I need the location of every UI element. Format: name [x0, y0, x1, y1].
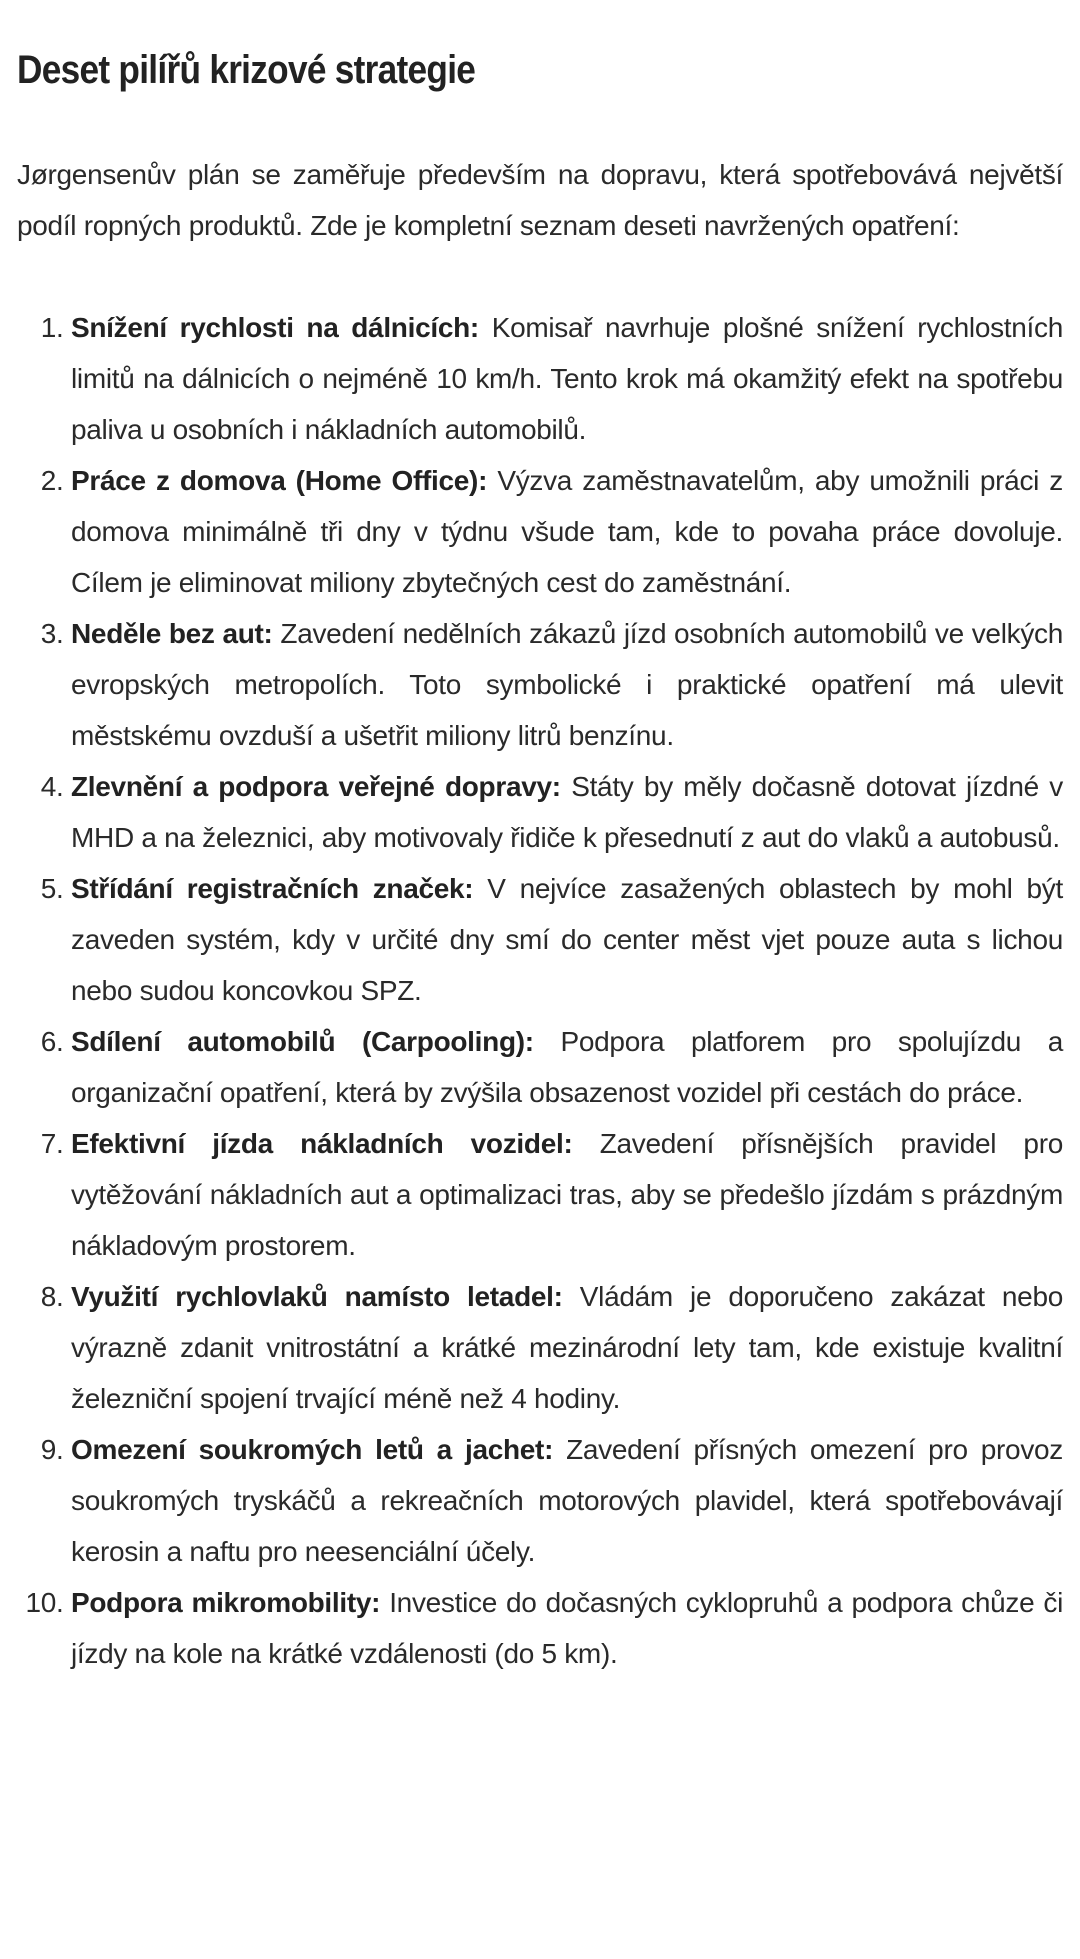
item-heading: Střídání registračních značek:: [71, 873, 474, 904]
list-item: [71, 863, 1063, 1016]
item-text: Zavedení nedělních zákazů jízd osobních automobilů ve velkých evropských metropolích. Toto symbolické i praktické opatření má ulevit městskému ovzduší a ušetřit miliony litrů benzínu.: [71, 618, 1063, 751]
list-item: [71, 1577, 1063, 1679]
intro-paragraph: Jørgensenův plán se zaměřuje především na dopravu, která spotřebovává největší podíl ropných produktů. Zde je kompletní seznam deseti navržených opatření:: [17, 159, 1063, 241]
item-heading: Snížení rychlosti na dálnicích:: [71, 312, 479, 343]
list-item: [71, 608, 1063, 761]
list-item: [71, 302, 1063, 455]
item-text: Podpora platforem pro spolujízdu a organizační opatření, která by zvýšila obsazenost vozidel při cestách do práce.: [71, 1026, 1063, 1108]
list-item: [71, 1118, 1063, 1271]
item-text: Komisař navrhuje plošné snížení rychlostních limitů na dálnicích o nejméně 10 km/h. Tento krok má okamžitý efekt na spotřebu paliva u osobních i nákladních automobilů.: [71, 312, 1064, 445]
list-item: [71, 1271, 1063, 1424]
item-text: Investice do dočasných cyklopruhů a podpora chůze či jízdy na kole na krátké vzdálenosti (do 5 km).: [71, 1587, 1063, 1669]
item-heading: Omezení soukromých letů a jachet:: [71, 1434, 554, 1465]
item-heading: Zlevnění a podpora veřejné dopravy:: [71, 771, 561, 802]
list-item: [71, 1016, 1063, 1118]
item-heading: Efektivní jízda nákladních vozidel:: [71, 1128, 573, 1159]
item-text: Vládám je doporučeno zakázat nebo výrazně zdanit vnitrostátní a krátké mezinárodní lety tam, kde existuje kvalitní železniční spojení trvající méně než 4 hodiny.: [71, 1281, 1063, 1414]
item-heading: Podpora mikromobility:: [71, 1587, 381, 1618]
item-text: Zavedení přísných omezení pro provoz soukromých tryskáčů a rekreačních motorových plavidel, která spotřebovávají kerosin a naftu pro neesenciální účely.: [71, 1434, 1063, 1567]
item-heading: Sdílení automobilů (Carpooling):: [71, 1026, 534, 1057]
item-heading: Práce z domova (Home Office):: [71, 465, 488, 496]
item-text: Výzva zaměstnavatelům, aby umožnili práci z domova minimálně tři dny v týdnu všude tam, kde to povaha práce dovoluje. Cílem je eliminovat miliony zbytečných cest do zaměstnání.: [71, 465, 1063, 598]
list-item: [71, 761, 1063, 863]
item-heading: Neděle bez aut:: [71, 618, 273, 649]
item-heading: Využití rychlovlaků namísto letadel:: [71, 1281, 563, 1312]
item-text: Státy by měly dočasně dotovat jízdné v MHD a na železnici, aby motivovaly řidiče k přesednutí z aut do vlaků a autobusů.: [71, 771, 1063, 853]
list-item: [71, 1424, 1063, 1577]
pillars-list: [17, 302, 1063, 1679]
list-item: [71, 455, 1063, 608]
section-title: Deset pilířů krizové strategie: [17, 48, 476, 92]
item-text: V nejvíce zasažených oblastech by mohl být zaveden systém, kdy v určité dny smí do center měst vjet pouze auta s lichou nebo sudou koncovkou SPZ.: [71, 873, 1063, 1006]
item-text: Zavedení přísnějších pravidel pro vytěžování nákladních aut a optimalizaci tras, aby se předešlo jízdám s prázdným nákladovým prostorem.: [71, 1128, 1063, 1261]
